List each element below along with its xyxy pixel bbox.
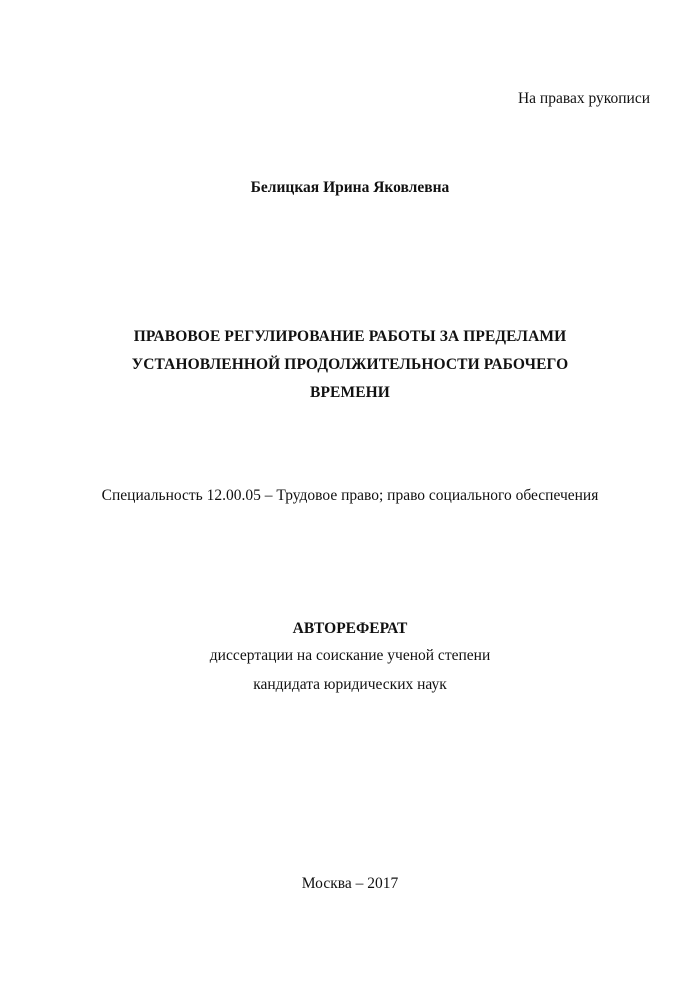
title-line-2: УСТАНОВЛЕННОЙ ПРОДОЛЖИТЕЛЬНОСТИ РАБОЧЕГО <box>131 356 569 373</box>
dissertation-title <box>0 323 700 407</box>
title-line-1: ПРАВОВОЕ РЕГУЛИРОВАНИЕ РАБОТЫ ЗА ПРЕДЕЛАМИ <box>133 328 567 345</box>
abstract-degree-line: диссертации на соискание ученой степени <box>209 647 491 664</box>
abstract-field-line: кандидата юридических наук <box>253 676 447 693</box>
manuscript-rights-note: На правах рукописи <box>517 90 650 107</box>
author-name: Белицкая Ирина Яковлевна <box>250 179 450 196</box>
abstract-heading: АВТОРЕФЕРАТ <box>292 620 408 637</box>
specialty-line: Специальность 12.00.05 – Трудовое право; право социального обеспечения <box>101 487 599 504</box>
place-and-year: Москва – 2017 <box>301 875 399 892</box>
title-line-3: ВРЕМЕНИ <box>310 384 390 401</box>
